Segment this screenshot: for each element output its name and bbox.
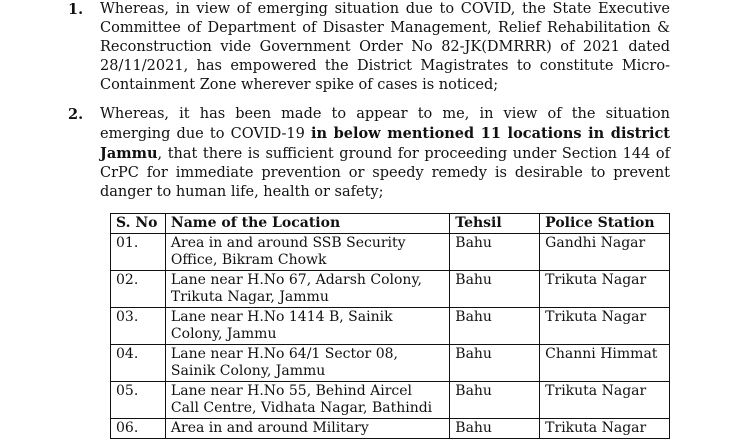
cell-tehsil: Bahu (450, 271, 540, 308)
cell-sno: 03. (111, 308, 166, 345)
cell-police-station: Trikuta Nagar (540, 419, 670, 439)
table-row (111, 308, 670, 345)
header-police-station: Police Station (540, 214, 670, 234)
cell-tehsil: Bahu (450, 419, 540, 439)
table-header-row (111, 214, 670, 234)
paragraph-text (100, 105, 670, 202)
cell-sno: 04. (111, 345, 166, 382)
cell-sno: 06. (111, 419, 166, 439)
cell-tehsil: Bahu (450, 345, 540, 382)
locations-table (110, 213, 670, 439)
header-sno: S. No (111, 214, 166, 234)
cell-location: Lane near H.No 55, Behind Aircel Call Centre, Vidhata Nagar, Bathindi (165, 382, 449, 419)
cell-location: Lane near H.No 1414 B, Sainik Colony, Jammu (165, 308, 449, 345)
table-row (111, 419, 670, 439)
paragraph-text-part: Whereas, it has been made to appear to me, in view of the situation emerging due to COVID-19 (100, 106, 670, 142)
table-row (111, 345, 670, 382)
cell-police-station: Trikuta Nagar (540, 382, 670, 419)
cell-location: Area in and around SSB Security Office, Bikram Chowk (165, 234, 449, 271)
cell-location: Area in and around Military (165, 419, 449, 439)
cell-police-station: Trikuta Nagar (540, 308, 670, 345)
paragraph-text: Whereas, in view of emerging situation due to COVID, the State Executive Committee of Department of Disaster Management, Relief Rehabilitation & Reconstruction vide Government Order No 82-JK(DMRRR) of 2021 dated 28/11/2021, has empowered the District Magistrates to constitute Micro-Containment Zone wherever spike of cases is noticed; (100, 1, 670, 93)
paragraph-text-part: , that there is sufficient ground for proceeding under Section 144 of CrPC for immediate prevention or speedy remedy is desirable to prevent danger to human life, health or safety; (100, 146, 670, 200)
cell-police-station: Trikuta Nagar (540, 271, 670, 308)
paragraph-bold-text: in below mentioned 11 locations in district Jammu (100, 125, 670, 162)
cell-sno: 01. (111, 234, 166, 271)
table-row (111, 234, 670, 271)
table-row (111, 382, 670, 419)
header-tehsil: Tehsil (450, 214, 540, 234)
table-row (111, 271, 670, 308)
cell-police-station: Channi Himmat (540, 345, 670, 382)
paragraph-number: 2. (68, 106, 84, 123)
cell-sno: 02. (111, 271, 166, 308)
cell-tehsil: Bahu (450, 308, 540, 345)
cell-location: Lane near H.No 64/1 Sector 08, Sainik Colony, Jammu (165, 345, 449, 382)
cell-location: Lane near H.No 67, Adarsh Colony, Trikuta Nagar, Jammu (165, 271, 449, 308)
paragraph-number: 1. (68, 1, 84, 18)
cell-tehsil: Bahu (450, 382, 540, 419)
paragraph-2 (70, 105, 670, 202)
cell-sno: 05. (111, 382, 166, 419)
header-location: Name of the Location (165, 214, 449, 234)
cell-police-station: Gandhi Nagar (540, 234, 670, 271)
paragraph-1 (70, 0, 670, 95)
cell-tehsil: Bahu (450, 234, 540, 271)
